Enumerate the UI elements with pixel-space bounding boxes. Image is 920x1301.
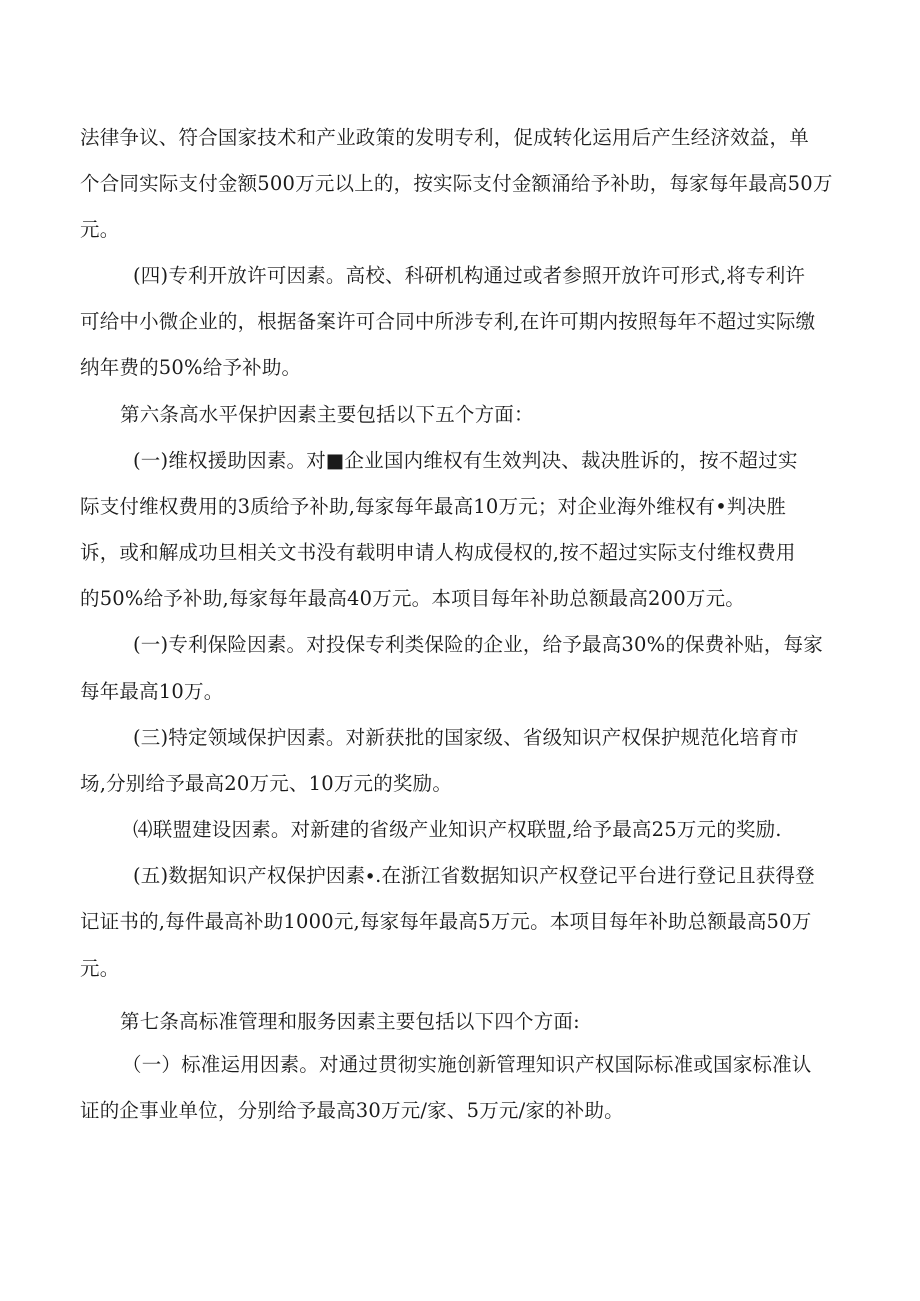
- text-line: 场,分别给予最高20万元、10万元的奖励。: [80, 772, 453, 795]
- text-line: 的50%给予补助,每家每年最高40万元。本项目每年补助总额最高200万元。: [80, 587, 745, 610]
- text-line: 元。: [80, 218, 120, 241]
- text-line: 法律争议、符合国家技术和产业政策的发明专利，促成转化运用后产生经济效益，单: [80, 126, 809, 149]
- text-line: (三)特定领域保护因素。对新获批的国家级、省级知识产权保护规范化培育市: [133, 726, 799, 749]
- section-heading: 第六条高水平保护因素主要包括以下五个方面：: [120, 403, 534, 426]
- text-line: （一）标准运用因素。对通过贯彻实施创新管理知识产权国际标准或国家标准认: [122, 1053, 812, 1076]
- text-line: 纳年费的50%给予补助。: [80, 356, 302, 379]
- text-line: (一)维权援助因素。对■企业国内维权有生效判决、裁决胜诉的，按不超过实: [133, 449, 798, 472]
- text-line: 元。: [80, 957, 120, 980]
- section-heading: 第七条高标准管理和服务因素主要包括以下四个方面:: [120, 1010, 580, 1033]
- text-line: (四)专利开放许可因素。高校、科研机构通过或者参照开放许可形式,将专利许: [133, 264, 806, 287]
- text-line: 证的企事业单位，分别给予最高30万元/家、5万元/家的补助。: [80, 1099, 624, 1122]
- text-line: 诉，或和解成功旦相关文书没有载明申请人构成侵权的,按不超过实际支付维权费用: [80, 541, 796, 564]
- text-line: 可给中小微企业的，根据备案许可合同中所涉专利,在许可期内按照每年不超过实际缴: [80, 310, 816, 333]
- text-line: (一)专利保险因素。对投保专利类保险的企业，给予最高30%的保费补贴，每家: [133, 633, 823, 656]
- text-line: 每年最高10万。: [80, 680, 224, 703]
- text-line: 个合同实际支付金额500万元以上的，按实际支付金额涌给予补助，每家每年最高50万: [80, 172, 833, 195]
- text-line: 际支付维权费用的3质给予补助,每家每年最高10万元；对企业海外维权有•判决胜: [80, 495, 787, 518]
- text-line: ⑷联盟建设因素。对新建的省级产业知识产权联盟,给予最高25万元的奖励.: [133, 818, 782, 841]
- text-line: 记证书的,每件最高补助1000元,每家每年最高5万元。本项目每年补助总额最高50万: [80, 910, 812, 933]
- text-line: (五)数据知识产权保护因素∙.在浙江省数据知识产权登记平台进行登记且获得登: [133, 864, 815, 887]
